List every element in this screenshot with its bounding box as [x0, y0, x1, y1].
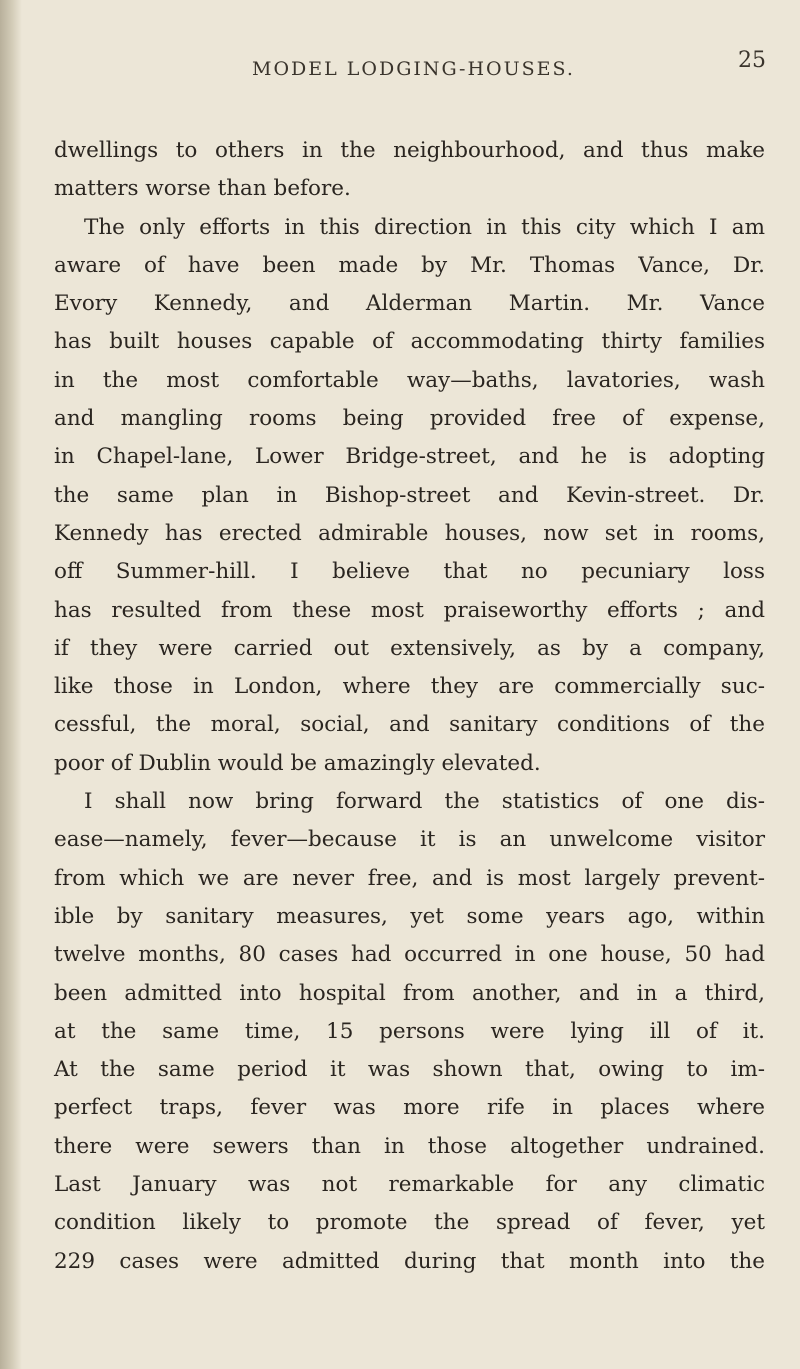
- text-line: Kennedy has erected admirable houses, now set in rooms,: [54, 520, 765, 546]
- text-line: aware of have been made by Mr. Thomas Vance, Dr.: [54, 252, 765, 278]
- text-line: off Summer-hill. I believe that no pecuniary loss: [54, 559, 765, 585]
- running-head: MODEL LODGING-HOUSES.: [252, 58, 575, 80]
- text-line: cessful, the moral, social, and sanitary conditions of the: [54, 712, 765, 738]
- page-number: 25: [738, 48, 766, 73]
- text-line: in the most comfortable way—baths, lavatories, wash: [54, 367, 765, 393]
- text-line: if they were carried out extensively, as by a company,: [54, 635, 765, 661]
- text-line: ease—namely, fever—because it is an unwelcome visitor: [54, 827, 765, 853]
- text-line: in Chapel-lane, Lower Bridge-street, and he is adopting: [54, 444, 765, 470]
- text-line: from which we are never free, and is most largely prevent-: [54, 865, 765, 891]
- text-line: the same plan in Bishop-street and Kevin-street. Dr.: [54, 482, 765, 508]
- text-line: Evory Kennedy, and Alderman Martin. Mr. Vance: [54, 291, 765, 317]
- text-line: like those in London, where they are commercially suc-: [54, 674, 765, 700]
- text-line: perfect traps, fever was more rife in places where: [54, 1095, 765, 1121]
- text-line: The only efforts in this direction in this city which I am: [84, 214, 765, 240]
- text-line: there were sewers than in those altogether undrained.: [54, 1133, 765, 1159]
- text-line: dwellings to others in the neighbourhood, and thus make: [54, 138, 765, 163]
- text-line: has built houses capable of accommodating thirty families: [54, 329, 765, 355]
- text-line: I shall now bring forward the statistics of one dis-: [84, 789, 765, 815]
- text-line: ible by sanitary measures, yet some years ago, within: [54, 903, 765, 929]
- text-line: been admitted into hospital from another, and in a third,: [54, 980, 765, 1006]
- text-line: has resulted from these most praiseworthy efforts ; and: [54, 597, 765, 623]
- text-line: twelve months, 80 cases had occurred in one house, 50 had: [54, 942, 765, 968]
- text-line: 229 cases were admitted during that month into the: [54, 1248, 765, 1274]
- text-line: At the same period it was shown that, owing to im-: [54, 1057, 765, 1083]
- text-line: at the same time, 15 persons were lying ill of it.: [54, 1018, 765, 1044]
- text-line: poor of Dublin would be amazingly elevated.: [54, 750, 541, 776]
- text-line: condition likely to promote the spread of fever, yet: [54, 1210, 765, 1236]
- text-line: matters worse than before.: [54, 176, 351, 202]
- text-line: Last January was not remarkable for any climatic: [54, 1172, 765, 1198]
- body-text: [54, 132, 765, 1281]
- text-line: and mangling rooms being provided free of expense,: [54, 406, 765, 432]
